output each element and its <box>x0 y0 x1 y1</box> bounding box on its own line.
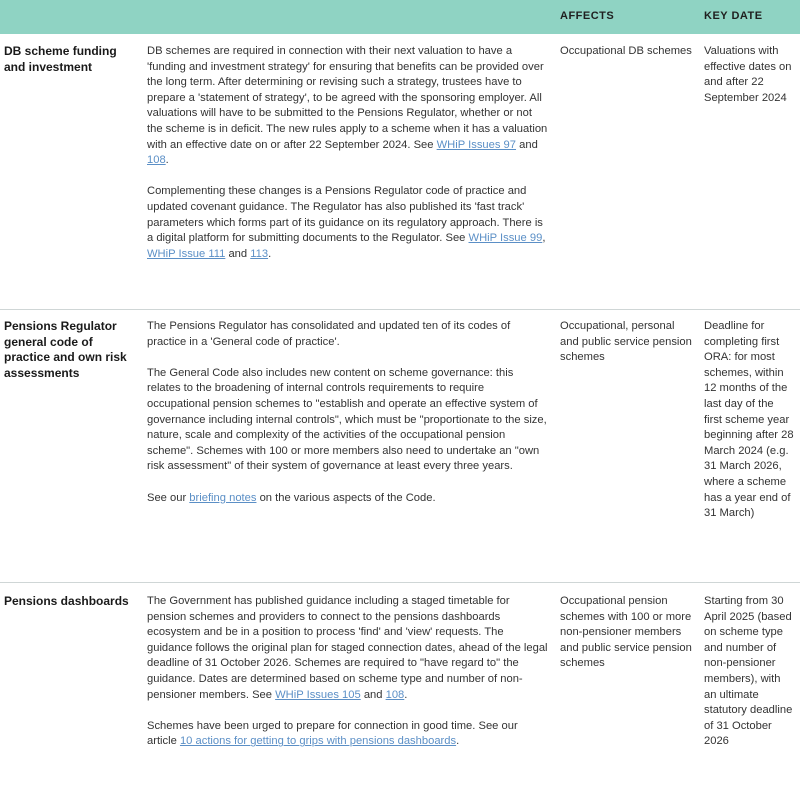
paragraph-text: Schemes have been urged to prepare for connection in good time. See our article <box>147 719 518 748</box>
row-key-date: Starting from 30 April 2025 (based on scheme type and number of non-pensioner members), with an ultimate statutory deadline of 31 October 2026 <box>704 595 793 748</box>
paragraph-text: . <box>456 735 460 748</box>
link-108[interactable]: 108 <box>385 688 405 701</box>
row-affects: Occupational DB schemes <box>560 45 692 57</box>
paragraph-text: Complementing these changes is a Pensions Regulator code of practice and updated covenant guidance. The Regulator has also published its 'fast track' parameters which forms part of its guidance on its regulatory approach. There is a digital platform for submitting documents to the Regulator. See <box>147 185 543 245</box>
paragraph-text: and <box>360 688 386 701</box>
row-divider <box>0 582 800 583</box>
paragraph-text: . <box>165 154 169 167</box>
column-header-key-date: KEY DATE <box>704 10 763 22</box>
row-affects: Occupational pension schemes with 100 or more non-pensioner members and public service pension schemes <box>560 595 692 670</box>
row-topic: Pensions Regulator general code of practice and own risk assessments <box>4 319 127 380</box>
paragraph <box>147 184 549 262</box>
paragraph-text: . <box>404 688 408 701</box>
link-briefing-notes[interactable]: briefing notes <box>189 491 257 504</box>
column-header-affects: AFFECTS <box>560 10 615 22</box>
link-113[interactable]: 113 <box>250 247 269 260</box>
paragraph-text: on the various aspects of the Code. <box>256 491 436 504</box>
link-10-actions-article[interactable]: 10 actions for getting to grips with pensions dashboards <box>179 735 457 748</box>
paragraph: The General Code also includes new content on scheme governance: this relates to the broadening of internal controls requirements to require occupational pension schemes to "establish and operate an effective system of governance including internal controls", which must be "proportionate to the size, nature, scale and complexity of the activities of the occupational pension scheme". Schemes with 100 or more members also need to undertake an "own risk assessment" of their system of governance at least every three years. <box>147 366 547 473</box>
row-description <box>147 44 549 278</box>
paragraph-text: See our <box>147 491 190 504</box>
row-key-date: Valuations with effective dates on and after 22 September 2024 <box>704 45 792 104</box>
paragraph-text: and <box>225 247 251 260</box>
row-description <box>147 319 549 522</box>
paragraph-text: DB schemes are required in connection with their next valuation to have a 'funding and investment strategy' for ensuring that benefits can be provided over the long term. After determining or revising such a strategy, trustees have to prepare a 'statement of strategy', to be agreed with the sponsoring employer. All valuations will have to be submitted to the Pensions Regulator, whether or not the scheme is in deficit. The new rules apply to a scheme when it has a valuation with an effective date on or after 22 September 2024. See <box>147 45 548 151</box>
row-divider <box>0 309 800 310</box>
paragraph-text: and <box>516 138 538 151</box>
paragraph-text: . <box>268 247 272 260</box>
paragraph <box>147 594 549 703</box>
link-whip-issues-97[interactable]: WHiP Issues 97 <box>436 138 517 151</box>
link-whip-issue-111[interactable]: WHiP Issue 111 <box>147 247 226 260</box>
row-affects: Occupational, personal and public service pension schemes <box>560 320 692 364</box>
link-whip-issues-105[interactable]: WHiP Issues 105 <box>275 688 361 701</box>
paragraph <box>147 719 549 750</box>
link-whip-issue-99[interactable]: WHiP Issue 99 <box>468 232 543 245</box>
table-header <box>0 0 800 34</box>
paragraph <box>147 491 549 507</box>
paragraph: The Pensions Regulator has consolidated and updated ten of its codes of practice in a 'General code of practice'. <box>147 320 511 348</box>
row-topic: DB scheme funding and investment <box>4 44 117 74</box>
row-topic: Pensions dashboards <box>4 594 129 608</box>
paragraph <box>147 44 549 169</box>
row-key-date: Deadline for completing first ORA: for most schemes, within 12 months of the last day of the first scheme year beginning after 28 March 2024 (e.g. 31 March 2026, where a scheme has a year end of 31 March) <box>704 320 794 520</box>
paragraph-text: , <box>542 232 546 245</box>
paragraph-text: The Government has published guidance including a staged timetable for pension schemes and providers to connect to the pensions dashboards ecosystem and be in a position to process 'find' and 'view' requests. The guidance follows the original plan for staged connection dates, ahead of the legal deadline of 31 October 2026. Schemes are required to "have regard to" the guidance. Dates are determined based on scheme type and number of non-pensioner members. See <box>147 595 548 701</box>
link-108[interactable]: 108 <box>147 154 166 167</box>
row-description <box>147 594 549 766</box>
